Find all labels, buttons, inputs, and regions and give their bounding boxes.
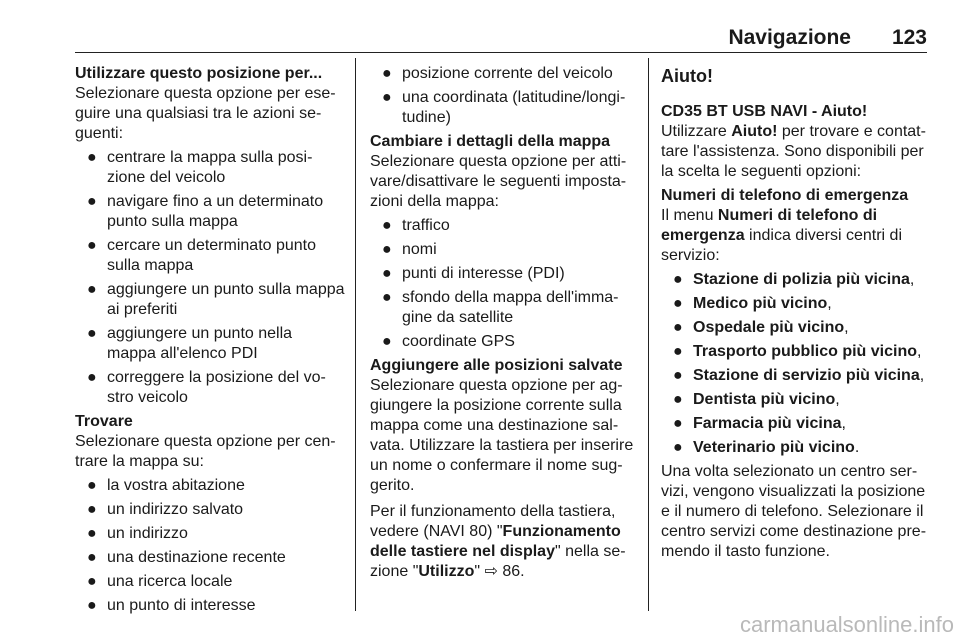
list-item: ● Dentista più vicino,: [673, 391, 840, 408]
list-item: ● una destinazione recente: [87, 549, 286, 566]
bullet-icon: ●: [382, 89, 392, 106]
section-heading: Numeri di telefono di emergenza: [661, 187, 909, 204]
list-item: ● una ricerca locale: [87, 573, 233, 590]
keyboard-reference-text: Per il funzionamento della tastiera, vedere (NAVI 80) "Funzionamento delle tastiere nel display" nella sezione "Utilizzo" ⇨ 86.: [370, 503, 626, 580]
list-item: ● Trasporto pubblico più vicino,: [673, 343, 922, 360]
section-text: Selezionare questa opzione per eseguire una qualsiasi tra le azioni seguenti:: [75, 85, 336, 142]
page-ref-arrow-icon: ⇨: [484, 563, 498, 580]
column-1: [75, 64, 345, 620]
list-item: ● aggiungere un punto sulla mappa ai preferiti: [87, 281, 345, 318]
bullet-icon: ●: [87, 525, 97, 542]
list-item: ● Stazione di polizia più vicina,: [673, 271, 915, 288]
list-item: ● navigare fino a un determinato punto sulla mappa: [87, 193, 324, 230]
bullet-icon: ●: [87, 193, 97, 210]
section-heading: Utilizzare questo posizione per...: [75, 65, 323, 82]
list-item: ● Stazione di servizio più vicina,: [673, 367, 925, 384]
list-item: ● sfondo della mappa dell'immagine da satellite: [382, 289, 619, 326]
section-text: Utilizzare Aiuto! per trovare e contattare l'assistenza. Sono disponibili per la scelta le seguenti opzioni:: [661, 123, 926, 180]
reference-link-keyboard: Funzionamento delle tastiere nel display: [370, 523, 621, 560]
bullet-icon: ●: [673, 271, 683, 288]
bullet-icon: ●: [673, 319, 683, 336]
column-2: [370, 64, 638, 586]
bullet-icon: ●: [87, 237, 97, 254]
list-item: ● Medico più vicino,: [673, 295, 832, 312]
bullet-icon: ●: [87, 573, 97, 590]
section-main-heading: Aiuto!: [661, 66, 713, 86]
list-item: ● un punto di interesse: [87, 597, 256, 614]
bullet-list: [661, 270, 929, 458]
bullet-icon: ●: [87, 149, 97, 166]
bullet-icon: ●: [673, 391, 683, 408]
bullet-icon: ●: [382, 265, 392, 282]
section-subheading: CD35 BT USB NAVI - Aiuto!: [661, 103, 868, 120]
list-item: ● traffico: [382, 217, 450, 234]
list-item: ● la vostra abitazione: [87, 477, 245, 494]
page-title: Navigazione: [728, 26, 851, 49]
bullet-icon: ●: [673, 343, 683, 360]
list-item: ● aggiungere un punto nella mappa all'elenco PDI: [87, 325, 293, 362]
bullet-icon: ●: [673, 295, 683, 312]
bullet-icon: ●: [382, 289, 392, 306]
list-item: ● un indirizzo: [87, 525, 188, 542]
bullet-icon: ●: [87, 501, 97, 518]
bullet-icon: ●: [673, 439, 683, 456]
bullet-icon: ●: [87, 369, 97, 386]
list-item: ● Farmacia più vicina,: [673, 415, 846, 432]
section-text: Una volta selezionato un centro servizi, vengono visualizzati la posizione e il numero di telefono. Selezionare il centro servizi come destinazione premendo il tasto funzione.: [661, 463, 927, 560]
bullet-list: [75, 476, 345, 616]
section-heading: Cambiare i dettagli della mappa: [370, 133, 611, 150]
watermark: carmanualsonline.info: [739, 612, 954, 637]
column-divider-2: [648, 58, 649, 611]
list-item: ● punti di interesse (PDI): [382, 265, 565, 282]
bullet-icon: ●: [87, 477, 97, 494]
bullet-icon: ●: [87, 549, 97, 566]
section-heading: Aggiungere alle posizioni salvate: [370, 357, 623, 374]
bullet-icon: ●: [87, 281, 97, 298]
list-item: ● un indirizzo salvato: [87, 501, 244, 518]
column-3: [661, 64, 929, 566]
list-item: ● centrare la mappa sulla posizione del veicolo: [87, 149, 313, 186]
page-number: 123: [891, 26, 927, 49]
bullet-icon: ●: [382, 241, 392, 258]
bullet-list: [75, 148, 345, 408]
list-item: ● correggere la posizione del vostro veicolo: [87, 369, 326, 406]
list-item: ● Veterinario più vicino.: [673, 439, 860, 456]
section-text: Il menu Numeri di telefono di emergenza indica diversi centri di servizio:: [661, 207, 902, 264]
section-heading: Trovare: [75, 413, 133, 430]
bullet-icon: ●: [673, 367, 683, 384]
column-divider-1: [355, 58, 356, 611]
bullet-icon: ●: [382, 65, 392, 82]
bullet-icon: ●: [87, 325, 97, 342]
bullet-list: [370, 216, 638, 352]
reference-link-usage: Utilizzo: [418, 563, 475, 580]
bullet-icon: ●: [382, 217, 392, 234]
list-item: ● posizione corrente del veicolo: [382, 65, 613, 82]
list-item: ● Ospedale più vicino,: [673, 319, 849, 336]
bullet-icon: ●: [382, 333, 392, 350]
list-item: ● cercare un determinato punto sulla mappa: [87, 237, 317, 274]
list-item: ● nomi: [382, 241, 437, 258]
bullet-icon: ●: [673, 415, 683, 432]
bullet-list: [370, 64, 638, 128]
list-item: ● una coordinata (latitudine/longitudine): [382, 89, 626, 126]
section-text: Selezionare questa opzione per aggiungere la posizione corrente sulla mappa come una destinazione salvata. Utilizzare la tastiera per inserire un nome o confermare il nome suggerito.: [370, 377, 634, 494]
list-item: ● coordinate GPS: [382, 333, 515, 350]
section-text: Selezionare questa opzione per centrare la mappa su:: [75, 433, 336, 470]
bullet-icon: ●: [87, 597, 97, 614]
section-text: Selezionare questa opzione per attivare/disattivare le seguenti impostazioni della mappa:: [370, 153, 627, 210]
page-header: [75, 24, 927, 53]
